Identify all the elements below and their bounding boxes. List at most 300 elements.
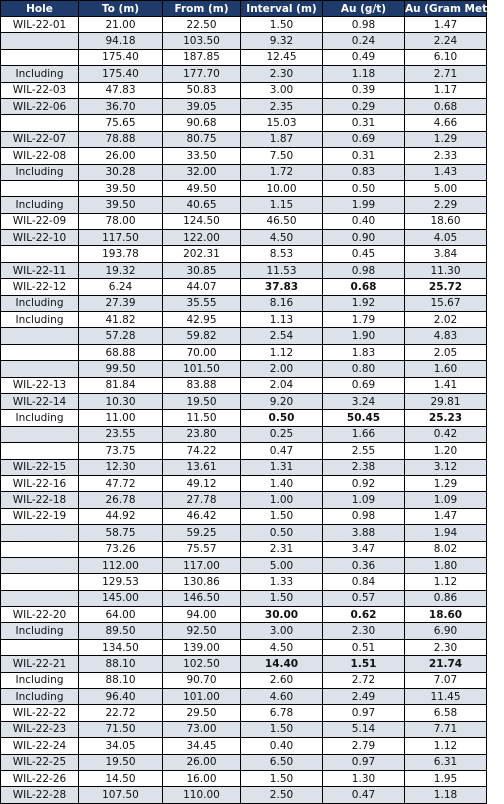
cell-gram-meter: 0.42: [405, 426, 487, 442]
cell-hole: WIL-22-20: [1, 607, 79, 623]
table-row: [1, 312, 487, 328]
cell-au-grade: 0.90: [323, 230, 405, 246]
cell-to: 88.10: [79, 672, 163, 688]
table-row: [1, 213, 487, 229]
cell-gram-meter: 2.02: [405, 312, 487, 328]
cell-hole: Including: [1, 672, 79, 688]
cell-interval: 1.72: [241, 164, 323, 180]
cell-to: 26.00: [79, 148, 163, 164]
table-row: [1, 623, 487, 639]
cell-to: 89.50: [79, 623, 163, 639]
cell-from: 202.31: [163, 246, 241, 262]
cell-interval: 1.31: [241, 459, 323, 475]
cell-au-grade: 1.92: [323, 295, 405, 311]
cell-gram-meter: 1.20: [405, 443, 487, 459]
table-row: [1, 770, 487, 786]
cell-au-grade: 0.47: [323, 787, 405, 803]
table-row: [1, 180, 487, 196]
cell-to: 112.00: [79, 557, 163, 573]
cell-from: 130.86: [163, 574, 241, 590]
cell-from: 29.50: [163, 705, 241, 721]
table-row: [1, 393, 487, 409]
cell-au-grade: 3.88: [323, 525, 405, 541]
table-row: [1, 754, 487, 770]
cell-from: 187.85: [163, 49, 241, 65]
cell-interval: 1.33: [241, 574, 323, 590]
table-row: [1, 721, 487, 737]
cell-gram-meter: 1.94: [405, 525, 487, 541]
cell-hole: [1, 639, 79, 655]
cell-au-grade: 2.30: [323, 623, 405, 639]
cell-from: 26.00: [163, 754, 241, 770]
cell-from: 22.50: [163, 17, 241, 33]
cell-interval: 0.25: [241, 426, 323, 442]
table-row: [1, 164, 487, 180]
cell-hole: Including: [1, 295, 79, 311]
cell-to: 39.50: [79, 197, 163, 213]
cell-gram-meter: 2.30: [405, 639, 487, 655]
table-row: [1, 148, 487, 164]
cell-gram-meter: 6.90: [405, 623, 487, 639]
cell-interval: 0.50: [241, 410, 323, 426]
cell-to: 47.83: [79, 82, 163, 98]
cell-au-grade: 0.92: [323, 475, 405, 491]
cell-gram-meter: 0.68: [405, 98, 487, 114]
cell-hole: WIL-22-11: [1, 262, 79, 278]
cell-interval: 2.54: [241, 328, 323, 344]
column-header-interval: Interval (m): [241, 1, 323, 17]
cell-interval: 6.50: [241, 754, 323, 770]
cell-gram-meter: 3.84: [405, 246, 487, 262]
cell-from: 42.95: [163, 312, 241, 328]
cell-to: 99.50: [79, 361, 163, 377]
cell-interval: 8.16: [241, 295, 323, 311]
cell-gram-meter: 0.86: [405, 590, 487, 606]
cell-au-grade: 3.47: [323, 541, 405, 557]
cell-hole: Including: [1, 66, 79, 82]
cell-to: 134.50: [79, 639, 163, 655]
cell-interval: 1.50: [241, 17, 323, 33]
cell-interval: 2.31: [241, 541, 323, 557]
cell-hole: [1, 541, 79, 557]
cell-hole: Including: [1, 164, 79, 180]
cell-gram-meter: 2.33: [405, 148, 487, 164]
cell-interval: 0.47: [241, 443, 323, 459]
cell-hole: WIL-22-10: [1, 230, 79, 246]
cell-from: 59.82: [163, 328, 241, 344]
cell-to: 44.92: [79, 508, 163, 524]
cell-to: 193.78: [79, 246, 163, 262]
cell-to: 19.50: [79, 754, 163, 770]
cell-to: 73.75: [79, 443, 163, 459]
cell-gram-meter: 1.47: [405, 17, 487, 33]
cell-from: 103.50: [163, 33, 241, 49]
cell-interval: 1.50: [241, 590, 323, 606]
cell-hole: [1, 115, 79, 131]
cell-interval: 0.40: [241, 738, 323, 754]
cell-hole: WIL-22-14: [1, 393, 79, 409]
cell-interval: 37.83: [241, 279, 323, 295]
column-header-to: To (m): [79, 1, 163, 17]
cell-gram-meter: 1.18: [405, 787, 487, 803]
cell-hole: WIL-22-21: [1, 656, 79, 672]
cell-au-grade: 2.55: [323, 443, 405, 459]
cell-to: 6.24: [79, 279, 163, 295]
cell-interval: 2.60: [241, 672, 323, 688]
table-row: [1, 82, 487, 98]
cell-interval: 3.00: [241, 623, 323, 639]
cell-interval: 4.60: [241, 689, 323, 705]
cell-interval: 10.00: [241, 180, 323, 196]
cell-interval: 0.50: [241, 525, 323, 541]
cell-to: 21.00: [79, 17, 163, 33]
cell-gram-meter: 6.58: [405, 705, 487, 721]
cell-gram-meter: 2.71: [405, 66, 487, 82]
cell-from: 11.50: [163, 410, 241, 426]
cell-gram-meter: 18.60: [405, 607, 487, 623]
column-header-gram-meter: Au (Gram Meter): [405, 2, 504, 15]
cell-hole: WIL-22-07: [1, 131, 79, 147]
cell-gram-meter: 7.71: [405, 721, 487, 737]
cell-from: 34.45: [163, 738, 241, 754]
cell-to: 58.75: [79, 525, 163, 541]
cell-gram-meter: 15.67: [405, 295, 487, 311]
cell-from: 59.25: [163, 525, 241, 541]
cell-interval: 9.32: [241, 33, 323, 49]
cell-interval: 2.30: [241, 66, 323, 82]
table-row: [1, 98, 487, 114]
cell-au-grade: 0.24: [323, 33, 405, 49]
cell-hole: [1, 361, 79, 377]
cell-from: 83.88: [163, 377, 241, 393]
cell-au-grade: 1.09: [323, 492, 405, 508]
table-row: [1, 639, 487, 655]
cell-to: 23.55: [79, 426, 163, 442]
cell-gram-meter: 18.60: [405, 213, 487, 229]
table-row: [1, 115, 487, 131]
cell-to: 88.10: [79, 656, 163, 672]
cell-hole: WIL-22-16: [1, 475, 79, 491]
cell-to: 94.18: [79, 33, 163, 49]
table-row: [1, 705, 487, 721]
table-row: [1, 33, 487, 49]
cell-gram-meter: 1.29: [405, 131, 487, 147]
table-row: [1, 590, 487, 606]
table-row: [1, 377, 487, 393]
cell-from: 40.65: [163, 197, 241, 213]
table-row: [1, 328, 487, 344]
cell-hole: WIL-22-25: [1, 754, 79, 770]
table-row: [1, 492, 487, 508]
table-row: [1, 656, 487, 672]
table-row: [1, 230, 487, 246]
cell-gram-meter: 29.81: [405, 393, 487, 409]
cell-interval: 2.04: [241, 377, 323, 393]
cell-hole: [1, 49, 79, 65]
cell-interval: 12.45: [241, 49, 323, 65]
cell-interval: 1.40: [241, 475, 323, 491]
cell-from: 117.00: [163, 557, 241, 573]
cell-to: 10.30: [79, 393, 163, 409]
cell-gram-meter: 6.10: [405, 49, 487, 65]
cell-au-grade: 0.36: [323, 557, 405, 573]
column-header-au-grade: Au (g/t): [323, 1, 405, 17]
cell-to: 71.50: [79, 721, 163, 737]
cell-au-grade: 0.29: [323, 98, 405, 114]
cell-hole: WIL-22-23: [1, 721, 79, 737]
cell-gram-meter: 21.74: [405, 656, 487, 672]
cell-hole: [1, 525, 79, 541]
cell-from: 49.50: [163, 180, 241, 196]
cell-au-grade: 5.14: [323, 721, 405, 737]
cell-hole: [1, 443, 79, 459]
cell-to: 68.88: [79, 344, 163, 360]
cell-au-grade: 0.62: [323, 607, 405, 623]
cell-gram-meter: 3.12: [405, 459, 487, 475]
cell-au-grade: 0.31: [323, 148, 405, 164]
cell-to: 34.05: [79, 738, 163, 754]
cell-to: 175.40: [79, 49, 163, 65]
cell-to: 47.72: [79, 475, 163, 491]
cell-to: 14.50: [79, 770, 163, 786]
table-row: [1, 295, 487, 311]
table-row: [1, 541, 487, 557]
cell-au-grade: 0.98: [323, 508, 405, 524]
cell-from: 80.75: [163, 131, 241, 147]
table-row: [1, 475, 487, 491]
cell-gram-meter: 2.24: [405, 33, 487, 49]
cell-hole: WIL-22-06: [1, 98, 79, 114]
cell-au-grade: 2.72: [323, 672, 405, 688]
cell-interval: 1.15: [241, 197, 323, 213]
cell-au-grade: 2.79: [323, 738, 405, 754]
table-row: [1, 443, 487, 459]
cell-au-grade: 0.68: [323, 279, 405, 295]
cell-from: 94.00: [163, 607, 241, 623]
cell-to: 12.30: [79, 459, 163, 475]
cell-interval: 8.53: [241, 246, 323, 262]
cell-to: 57.28: [79, 328, 163, 344]
cell-gram-meter: 1.12: [405, 574, 487, 590]
cell-gram-meter: 2.05: [405, 344, 487, 360]
cell-hole: WIL-22-15: [1, 459, 79, 475]
cell-from: 90.70: [163, 672, 241, 688]
cell-gram-meter: 1.17: [405, 82, 487, 98]
cell-au-grade: 1.90: [323, 328, 405, 344]
cell-gram-meter: 5.00: [405, 180, 487, 196]
cell-gram-meter: 8.02: [405, 541, 487, 557]
cell-to: 39.50: [79, 180, 163, 196]
cell-hole: [1, 33, 79, 49]
cell-au-grade: 0.45: [323, 246, 405, 262]
cell-hole: Including: [1, 410, 79, 426]
cell-gram-meter: 1.12: [405, 738, 487, 754]
cell-hole: Including: [1, 312, 79, 328]
cell-hole: WIL-22-13: [1, 377, 79, 393]
table-row: [1, 131, 487, 147]
cell-from: 90.68: [163, 115, 241, 131]
table-row: [1, 459, 487, 475]
cell-interval: 4.50: [241, 230, 323, 246]
cell-au-grade: 50.45: [323, 410, 405, 426]
cell-au-grade: 2.49: [323, 689, 405, 705]
table-row: [1, 344, 487, 360]
cell-interval: 2.00: [241, 361, 323, 377]
cell-hole: [1, 246, 79, 262]
cell-au-grade: 1.30: [323, 770, 405, 786]
cell-au-grade: 1.83: [323, 344, 405, 360]
cell-interval: 1.50: [241, 721, 323, 737]
cell-interval: 30.00: [241, 607, 323, 623]
cell-hole: WIL-22-08: [1, 148, 79, 164]
cell-interval: 5.00: [241, 557, 323, 573]
cell-gram-meter: 25.23: [405, 410, 487, 426]
cell-to: 96.40: [79, 689, 163, 705]
cell-hole: WIL-22-01: [1, 17, 79, 33]
table-row: [1, 525, 487, 541]
cell-from: 39.05: [163, 98, 241, 114]
cell-from: 13.61: [163, 459, 241, 475]
cell-interval: 15.03: [241, 115, 323, 131]
cell-interval: 11.53: [241, 262, 323, 278]
cell-gram-meter: 1.95: [405, 770, 487, 786]
cell-to: 107.50: [79, 787, 163, 803]
cell-from: 122.00: [163, 230, 241, 246]
cell-hole: WIL-22-22: [1, 705, 79, 721]
cell-au-grade: 0.98: [323, 262, 405, 278]
cell-from: 46.42: [163, 508, 241, 524]
table-row: [1, 689, 487, 705]
cell-interval: 1.50: [241, 508, 323, 524]
cell-au-grade: 0.51: [323, 639, 405, 655]
cell-hole: WIL-22-24: [1, 738, 79, 754]
table-body: [1, 17, 487, 804]
cell-gram-meter: 2.29: [405, 197, 487, 213]
table-row: [1, 426, 487, 442]
cell-from: 75.57: [163, 541, 241, 557]
cell-au-grade: 1.66: [323, 426, 405, 442]
cell-from: 19.50: [163, 393, 241, 409]
cell-from: 124.50: [163, 213, 241, 229]
cell-hole: WIL-22-12: [1, 279, 79, 295]
cell-hole: [1, 328, 79, 344]
cell-gram-meter: 7.07: [405, 672, 487, 688]
table-row: [1, 574, 487, 590]
cell-au-grade: 1.18: [323, 66, 405, 82]
cell-au-grade: 1.79: [323, 312, 405, 328]
cell-hole: WIL-22-28: [1, 787, 79, 803]
cell-interval: 1.50: [241, 770, 323, 786]
cell-interval: 7.50: [241, 148, 323, 164]
cell-to: 41.82: [79, 312, 163, 328]
cell-interval: 3.00: [241, 82, 323, 98]
cell-from: 35.55: [163, 295, 241, 311]
cell-interval: 9.20: [241, 393, 323, 409]
cell-from: 139.00: [163, 639, 241, 655]
cell-au-grade: 2.38: [323, 459, 405, 475]
cell-au-grade: 0.83: [323, 164, 405, 180]
cell-from: 33.50: [163, 148, 241, 164]
cell-au-grade: 1.51: [323, 656, 405, 672]
table-header-row: [1, 1, 487, 17]
cell-au-grade: 0.80: [323, 361, 405, 377]
cell-interval: 14.40: [241, 656, 323, 672]
column-header-hole: Hole: [1, 1, 79, 17]
cell-interval: 6.78: [241, 705, 323, 721]
cell-hole: WIL-22-18: [1, 492, 79, 508]
cell-hole: [1, 557, 79, 573]
cell-from: 101.50: [163, 361, 241, 377]
cell-au-grade: 0.98: [323, 17, 405, 33]
cell-gram-meter: 4.05: [405, 230, 487, 246]
cell-to: 81.84: [79, 377, 163, 393]
cell-from: 73.00: [163, 721, 241, 737]
cell-gram-meter: 4.66: [405, 115, 487, 131]
cell-to: 129.53: [79, 574, 163, 590]
cell-au-grade: 0.57: [323, 590, 405, 606]
cell-hole: [1, 426, 79, 442]
cell-to: 175.40: [79, 66, 163, 82]
table-row: [1, 508, 487, 524]
cell-from: 70.00: [163, 344, 241, 360]
cell-gram-meter: 1.43: [405, 164, 487, 180]
cell-interval: 1.12: [241, 344, 323, 360]
cell-hole: [1, 180, 79, 196]
cell-from: 27.78: [163, 492, 241, 508]
cell-hole: Including: [1, 623, 79, 639]
cell-gram-meter: 6.31: [405, 754, 487, 770]
table-row: [1, 361, 487, 377]
cell-interval: 2.50: [241, 787, 323, 803]
table-row: [1, 607, 487, 623]
cell-au-grade: 0.49: [323, 49, 405, 65]
cell-to: 36.70: [79, 98, 163, 114]
cell-au-grade: 3.24: [323, 393, 405, 409]
cell-interval: 1.13: [241, 312, 323, 328]
cell-gram-meter: 1.41: [405, 377, 487, 393]
cell-from: 101.00: [163, 689, 241, 705]
table-row: [1, 262, 487, 278]
cell-au-grade: 0.97: [323, 705, 405, 721]
table-row: [1, 738, 487, 754]
cell-hole: Including: [1, 689, 79, 705]
cell-au-grade: 0.50: [323, 180, 405, 196]
table-row: [1, 410, 487, 426]
cell-from: 177.70: [163, 66, 241, 82]
cell-to: 78.88: [79, 131, 163, 147]
cell-hole: WIL-22-09: [1, 213, 79, 229]
cell-gram-meter: 1.29: [405, 475, 487, 491]
cell-to: 22.72: [79, 705, 163, 721]
cell-hole: WIL-22-26: [1, 770, 79, 786]
cell-au-grade: 0.39: [323, 82, 405, 98]
cell-hole: [1, 344, 79, 360]
cell-interval: 46.50: [241, 213, 323, 229]
table-row: [1, 49, 487, 65]
cell-to: 64.00: [79, 607, 163, 623]
cell-hole: [1, 590, 79, 606]
cell-interval: 2.35: [241, 98, 323, 114]
cell-from: 16.00: [163, 770, 241, 786]
cell-au-grade: 0.31: [323, 115, 405, 131]
cell-hole: WIL-22-19: [1, 508, 79, 524]
cell-to: 30.28: [79, 164, 163, 180]
cell-to: 73.26: [79, 541, 163, 557]
cell-to: 27.39: [79, 295, 163, 311]
cell-interval: 4.50: [241, 639, 323, 655]
table-row: [1, 279, 487, 295]
cell-gram-meter: 1.47: [405, 508, 487, 524]
